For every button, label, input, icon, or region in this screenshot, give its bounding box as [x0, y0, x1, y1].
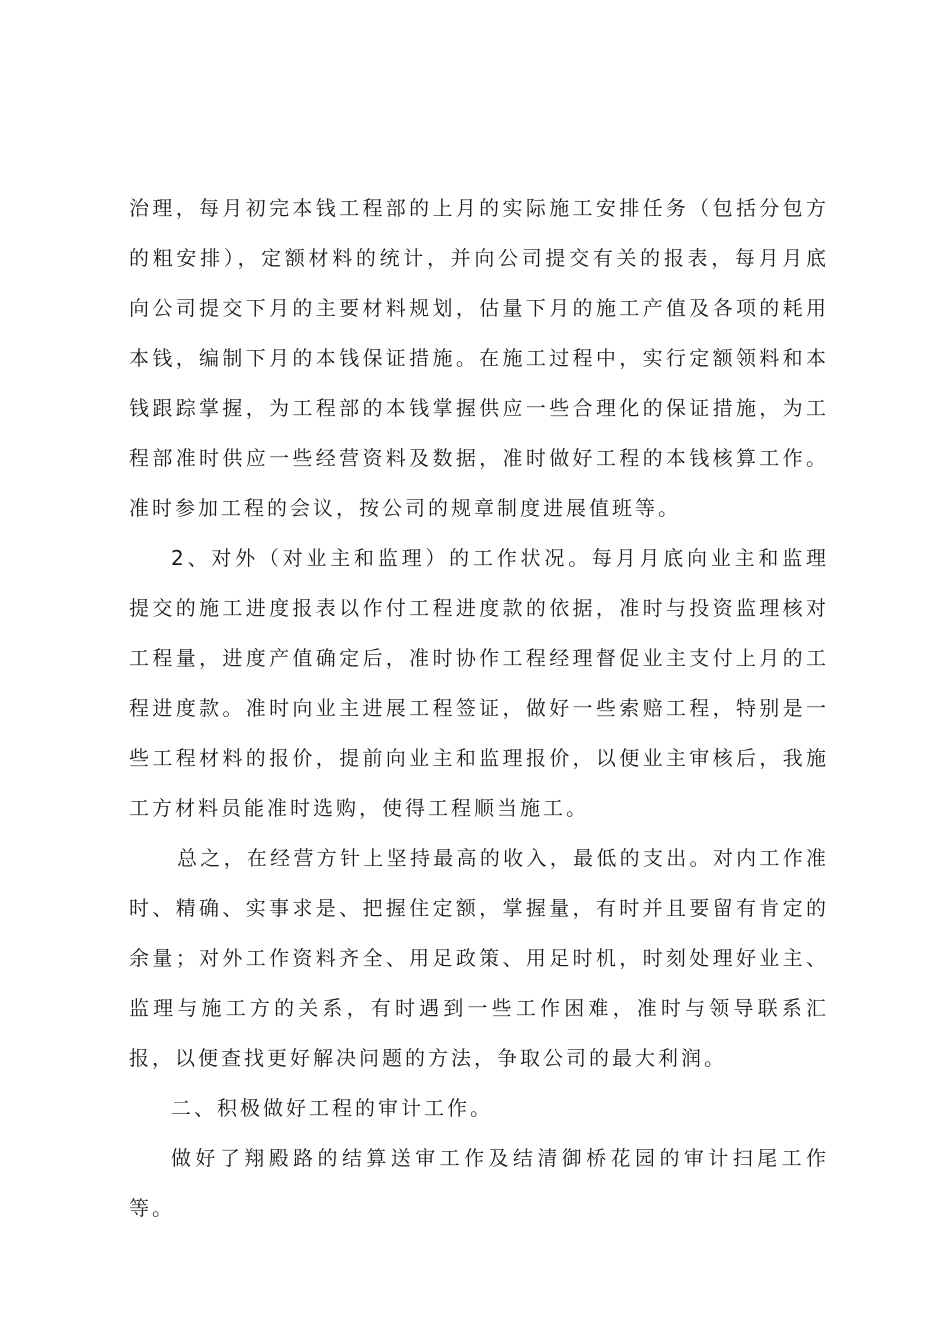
paragraph-audit-work: 做好了翔殿路的结算送审工作及结清御桥花园的审计扫尾工作等。 — [129, 1146, 829, 1220]
paragraph-continuation: 治理，每月初完本钱工程部的上月的实际施工安排任务（包括分包方的粗安排），定额材料的统计，并向公司提交有关的报表，每月月底向公司提交下月的主要材料规划，估量下月的施工产值及各项的耗用本钱，编制下月的本钱保证措施。在施工过程中，实行定额领料和本钱跟踪掌握，为工程部的本钱掌握供应一些合理化的保证措施，为工程部准时供应一些经营资料及数据，准时做好工程的本钱核算工作。准时参加工程的会议，按公司的规章制度进展值班等。 — [129, 196, 829, 520]
document-body — [129, 183, 829, 1233]
paragraph-summary: 总之，在经营方针上坚持最高的收入，最低的支出。对内工作准时、精确、实事求是、把握住定额，掌握量，有时并且要留有肯定的余量；对外工作资料齐全、用足政策、用足时机，时刻处理好业主、监理与施工方的关系，有时遇到一些工作困难，准时与领导联系汇报，以便查找更好解决问题的方法，争取公司的最大利润。 — [129, 846, 829, 1070]
section-heading-audit: 二、积极做好工程的审计工作。 — [171, 1096, 493, 1120]
paragraph-external-work: 2、对外（对业主和监理）的工作状况。每月月底向业主和监理提交的施工进度报表以作付工程进度款的依据，准时与投资监理核对工程量，进度产值确定后，准时协作工程经理督促业主支付上月的工程进度款。准时向业主进展工程签证，做好一些索赔工程，特别是一些工程材料的报价，提前向业主和监理报价，以便业主审核后，我施工方材料员能准时选购，使得工程顺当施工。 — [129, 546, 829, 820]
